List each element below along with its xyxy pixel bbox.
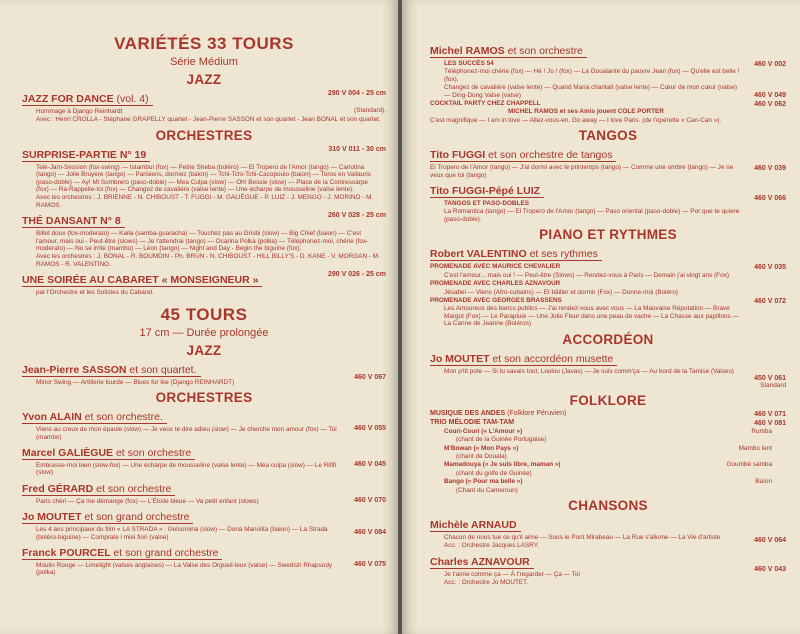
entry-desc: Hommage à Django Reinhardt bbox=[36, 108, 123, 115]
entry-pourcel bbox=[22, 543, 386, 577]
entry-galiegue bbox=[22, 443, 386, 477]
entry-gerard bbox=[22, 479, 386, 505]
entry-title: Jean-Pierre SASSON et son quartet. bbox=[22, 364, 201, 377]
left-page bbox=[0, 0, 398, 634]
entry-desc: El Tropero de l'Amor (tango) — J'ai dormi avec le printemps (tango) — Comme une ombre (tango) — Je ne veux que toi (tango) bbox=[430, 164, 734, 179]
entry-surprise-partie bbox=[22, 145, 386, 209]
section-orchestres-45: ORCHESTRES bbox=[155, 390, 253, 406]
entry-fuggi bbox=[430, 145, 786, 179]
entry-desc-2: Jésabel — Viens (Afro-cubains) — Et bâiller et dormir (Fox) — Donne-moi (Boléro) bbox=[444, 288, 678, 296]
entry-desc: Mon p'tit pote — Si tu savais tout, Loulou (Javas) — Je suis comm'ça — Au bord de la Tamise (Valses) bbox=[444, 367, 734, 375]
catalogue-ref: 460 V 075 bbox=[354, 560, 386, 568]
track-line: Bango (« Pour ma belle ») Baïon bbox=[444, 478, 772, 486]
entry-soiree-cabaret bbox=[22, 270, 386, 296]
entry-desc-2: Acc. : Orchestre Jo MOUTET. bbox=[444, 579, 529, 587]
entry-title: Tito FUGGI-Pépé LUIZ bbox=[430, 185, 544, 198]
entry-desc-2: Avec les orchestres : J. BONAL - R. BOUMDIN - Ph. BRUN - N. CHIBOUST - HILL BILLY'S - D. KANE - V. MORGAN - M. RAMOS - R. VALENTINO. bbox=[36, 253, 380, 268]
track-origin: (Chant du Cameroun) bbox=[456, 486, 518, 494]
track-origin: (chant du golfe de Guinée) bbox=[456, 469, 532, 477]
catalogue-ref: 460 V 066 bbox=[754, 195, 786, 203]
catalogue-ref: 460 V 049 bbox=[754, 92, 786, 100]
heading-33-tours: VARIÉTÉS 33 TOURS bbox=[114, 34, 294, 53]
catalogue-ref: 460 V 043 bbox=[754, 565, 786, 573]
album-title: TANGOS ET PASO-DOBLES bbox=[444, 200, 529, 208]
section-piano: PIANO ET RYTHMES bbox=[539, 227, 677, 243]
entry-title: Michel RAMOS et son orchestre bbox=[430, 45, 587, 58]
entry-musique-andes bbox=[430, 410, 786, 417]
entry-title: Marcel GALIÈGUE et son orchestre bbox=[22, 447, 195, 460]
entry-desc: Moulin Rouge — Limelight (valses anglaises) — La Valse des Orgueil-leux (valse) — Swedish Rhapsody (polka) bbox=[36, 561, 333, 577]
section-orchestres: ORCHESTRES bbox=[155, 127, 253, 143]
catalogue-ref: 260 V 028 - 25 cm bbox=[328, 212, 386, 220]
entry-title: Michèle ARNAUD bbox=[430, 519, 521, 532]
catalogue-ref: 290 V 026 - 25 cm bbox=[328, 271, 386, 279]
section-chansons: CHANSONS bbox=[568, 498, 648, 513]
entry-moutet-accordeon bbox=[430, 349, 786, 389]
track-line: Mamadouya (« Je suis libre, maman ») Goumbé samba bbox=[444, 461, 772, 469]
catalogue-ref: 450 V 061 bbox=[754, 374, 786, 382]
entry-sasson bbox=[22, 360, 386, 386]
entry-arnaud bbox=[430, 515, 786, 550]
entry-desc-2: Avec : Henri CROLLA - Stéphane GRAPELLY quartet - Jean-Pierre SASSON et son quartet - Jean BONAL et son quartet. bbox=[36, 116, 381, 124]
entry-alain bbox=[22, 407, 386, 441]
entry-ramos bbox=[430, 41, 786, 124]
catalogue-ref: 290 V 004 - 25 cm bbox=[328, 90, 386, 97]
entry-desc-2: Avec les orchestres : J. BRIENNE - N. CHIBOUST - T. FUGGI - M. GALIÈGUE - P. LUIZ - J. MENGO - J. MORINO - M. RAMOS. bbox=[36, 194, 374, 209]
track-origin: (chant de la Guinée Portugaise) bbox=[456, 436, 547, 444]
entry-valentino bbox=[430, 244, 786, 327]
format-note: Standard bbox=[760, 381, 786, 389]
entry-fuggi-luiz bbox=[430, 181, 786, 223]
entry-title: TRIO MÉLODIE TAM-TAM bbox=[430, 419, 515, 427]
catalogue-ref: 460 V 002 bbox=[754, 61, 786, 68]
entry-desc-2: Acc. : Orchestre Jacques LASRY. bbox=[444, 542, 539, 550]
entry-the-dansant bbox=[22, 211, 386, 268]
entry-desc: Embrasse-moi bien (slow-fox) — Une écharpe de mousseline (valse lente) — Mea culpa (slow) — Le Rififi (slow) bbox=[36, 461, 337, 477]
track-line: M'Bowan (« Mon Pays ») Mambo lent bbox=[444, 444, 772, 452]
entry-desc: Billet doux (fox-moderato) — Kaila (samba-guaracha) — Touchez pas au Grisbi (slow) — Big Chief (baion) — C'est l'amour, mais oui - Peut-être (slows) — Je l'attendrai (tango) — Ocarina Polka (polka) — Téléphonez-moi, chérie (fox-moderato) — No se irrite (mambo) — Léon (tango) — Night and Day - Begin the biguine (fox). bbox=[36, 230, 369, 253]
catalogue-ref: 460 V 067 bbox=[354, 373, 386, 381]
entry-desc: par l'Orchestre et les Solistes du Cabaret. bbox=[36, 289, 155, 297]
entry-title: Tito FUGGI et son orchestre de tangos bbox=[430, 149, 616, 162]
entry-title: Fred GÉRARD et son orchestre bbox=[22, 483, 175, 496]
catalogue-ref: 460 V 045 bbox=[354, 460, 386, 468]
catalogue-ref: 460 V 055 bbox=[354, 425, 386, 433]
entry-title: JAZZ FOR DANCE (vol. 4) bbox=[22, 93, 153, 106]
track-origin: (chant de Douala) bbox=[456, 452, 507, 460]
entry-desc: Téléphonez-moi chérie (fox) — Hé ! Jo ! (fox) — La Goualante du pauvre Jean (fox) — Qu'elle est belle ! (fox). bbox=[444, 68, 740, 83]
serie-45: 17 cm — Durée prolongée bbox=[139, 326, 269, 339]
entry-title: Franck POURCEL et son grand orchestre bbox=[22, 547, 222, 560]
catalogue-ref: 460 V 072 bbox=[754, 297, 786, 305]
right-page bbox=[402, 0, 800, 634]
album-subtitle: MICHEL RAMOS et ses Amis jouent COLE PORTER bbox=[508, 108, 664, 116]
entry-title: SURPRISE-PARTIE N° 19 bbox=[22, 149, 150, 162]
section-accordeon: ACCORDÉON bbox=[562, 331, 654, 347]
serie-medium: Série Médium bbox=[170, 56, 238, 68]
album-title: COCKTAIL PARTY CHEZ CHAPPELL bbox=[430, 100, 541, 108]
entry-desc: La Romantica (tango) — El Tropero de l'Amor (tango) — Paso oriental (paso-doble) — Por que te quiere (paso-doble). bbox=[444, 208, 740, 223]
entry-desc-3: Les Amoureux des bancs publics — J'ai rendez-vous avec vous — La Mauvaise Réputation — Brave Margot (Fox) — Le Parapluie — Une Jolie Fleur dans une peau de vache — La Chasse aux papillons — La Canne de Jeanne (Boléros) bbox=[444, 305, 739, 328]
section-jazz: JAZZ bbox=[186, 72, 222, 87]
format-note: (Standard). bbox=[354, 107, 386, 114]
entry-desc: Minor Swing — Artillerie lourde — Blues for Ike (Django REINHARDT) bbox=[36, 378, 235, 386]
entry-desc: Je t'aime comme ça — À t'regarder — Ça — Toi bbox=[444, 570, 580, 578]
entry-desc: Les 4 airs principaux du film « LA STRADA » : Gelsomina (slow) — Dona Manolita (baion) — La Strada (boléro-biguine) — Comprate i miei fiori (valse) bbox=[36, 526, 328, 541]
catalogue-ref: 460 V 071 bbox=[754, 410, 786, 418]
album-title: PROMENADE AVEC GEORGES BRASSENS bbox=[430, 296, 562, 304]
entry-desc: Viens au creux de mon épaule (slow) — Je veux te dire adieu (slow) — Je cherche mon amour (fox) — Toi (mambo) bbox=[36, 426, 337, 441]
entry-desc: Tele-Jam-Session (fox-swing) — Istambul (fox) — Petite Sheba (boléro) — El Tropero de l'Amor (tango) — Carlotina (tango) — Jolie Bruyère (tango) — Parisiens, dormez (baion) — Tchi-Tchi-Tchi-Cacopoulo (baion) — Toros en Vallauris (paso-doble) — Ay! Mi Sombrero (paso-doble) — Mea Culpa (slow) — Oh! Bessie (slow) — Place de la Contrescarpe (fox) — Ra-Rappelle-toi (fox) — Changez de cavalière (valse lente) — Une écharpe de mousseline (valse lente). bbox=[36, 163, 371, 194]
section-folklore: FOLKLORE bbox=[569, 392, 647, 408]
entry-title: Jo MOUTET et son accordéon musette bbox=[430, 353, 617, 366]
entry-moutet-grand bbox=[22, 507, 386, 541]
entry-title: THÉ DANSANT N° 8 bbox=[22, 215, 125, 228]
entry-desc-2: Changez de cavalière (valse lente) — Quand Maria chantait (valse lente) — Cœur de mon cœur (valse) — Ding-Dong Valse (valse) bbox=[444, 84, 738, 99]
album-title: PROMENADE AVEC CHARLES AZNAVOUR bbox=[430, 280, 561, 288]
section-tangos: TANGOS bbox=[578, 128, 638, 144]
entry-title: MUSIQUE DES ANDES (Folklore Péruvien) bbox=[430, 409, 567, 417]
entry-jazz-for-dance bbox=[22, 89, 386, 124]
entry-desc-3: C'est magnifique — I am in love — Allez-vous-en, Go away — I love Paris. (de l'opérette « Can-Can »). bbox=[430, 116, 722, 124]
entry-aznavour bbox=[430, 552, 786, 587]
catalogue-ref: 460 V 062 bbox=[754, 101, 786, 109]
entry-tam-tam bbox=[430, 419, 786, 494]
section-jazz-45: JAZZ bbox=[186, 342, 222, 358]
entry-title: Yvon ALAIN et son orchestre. bbox=[22, 411, 167, 424]
entry-title: Jo MOUTET et son grand orchestre bbox=[22, 511, 193, 524]
album-title: PROMENADE AVEC MAURICE CHEVALIER bbox=[430, 263, 561, 271]
catalogue-ref: 460 V 064 bbox=[754, 537, 786, 544]
entry-desc: Chacun de nous tue ce qu'il aime — Sous le Pont Mirabeau — La Rue s'allume — La Vie d'artiste bbox=[444, 534, 721, 541]
album-title: LES SUCCÈS 54 bbox=[444, 60, 494, 67]
entry-desc: C'est l'amour... mais oui ! — Peut-être (Slows) — Rendez-vous à Paris — Demain j'ai vingt ans (Fox) bbox=[444, 271, 729, 279]
catalogue-ref: 460 V 039 bbox=[754, 165, 786, 173]
catalogue-ref: 460 V 070 bbox=[354, 496, 386, 504]
catalogue-ref: 310 V 011 - 30 cm bbox=[328, 145, 386, 153]
entry-title: UNE SOIRÉE AU CABARET « MONSEIGNEUR » bbox=[22, 274, 262, 287]
entry-title: Robert VALENTINO et ses rythmes bbox=[430, 248, 602, 261]
track-line: Couri-Couri (« L'Amour ») Rumba bbox=[444, 427, 772, 435]
entry-desc: Paris chéri — Ça me démange (fox) — L'Étoile bleue — Va petit enfant (slows) bbox=[36, 497, 259, 505]
catalogue-ref: 460 V 081 bbox=[754, 420, 786, 428]
entry-title: Charles AZNAVOUR bbox=[430, 556, 534, 569]
heading-45-tours: 45 TOURS bbox=[160, 304, 248, 324]
catalogue-ref: 460 V 084 bbox=[354, 529, 386, 537]
catalogue-ref: 460 V 035 bbox=[754, 264, 786, 272]
